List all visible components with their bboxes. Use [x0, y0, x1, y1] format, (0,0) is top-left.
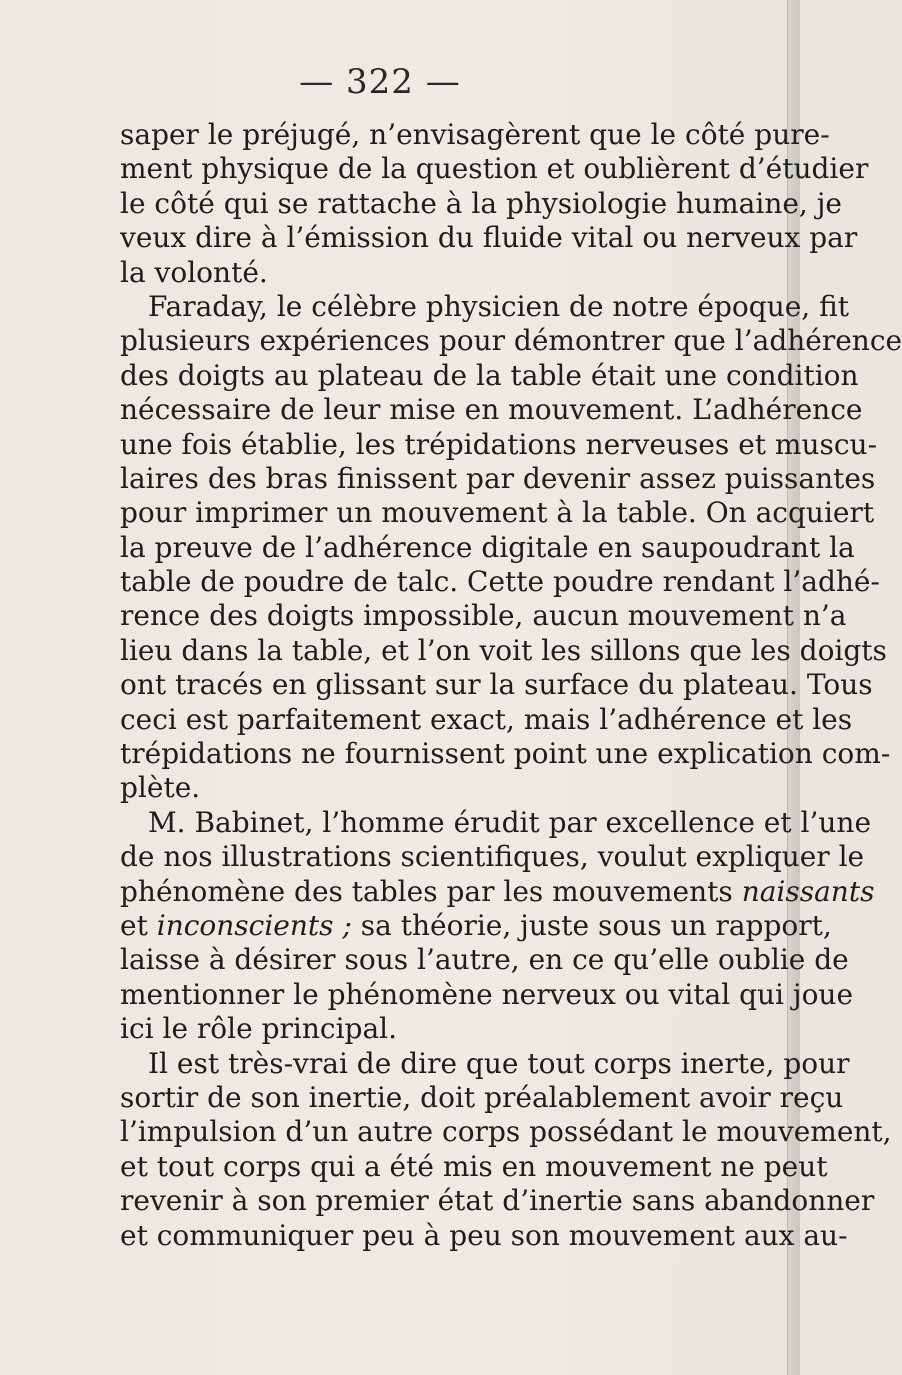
text-line: ceci est parfaitement exact, mais l’adhérence et les — [120, 702, 853, 736]
italic-term: naissants — [741, 874, 875, 908]
text-line: veux dire à l’émission du fluide vital ou nerveux par — [120, 221, 858, 255]
text-line: pour imprimer un mouvement à la table. On acquiert — [120, 496, 875, 530]
text-line: la preuve de l’adhérence digitale en saupoudrant la — [120, 530, 855, 564]
text-line: plète. — [120, 771, 201, 805]
text-segment: sa théorie, juste sous un rapport, — [360, 908, 832, 942]
body-text — [120, 118, 902, 1253]
text-line: l’impulsion d’un autre corps possédant le mouvement, — [120, 1115, 892, 1149]
text-line: la volonté. — [120, 255, 268, 289]
text-line: M. Babinet, l’homme érudit par excellence et l’une — [148, 805, 872, 839]
text-line: laires des bras finissent par devenir assez puissantes — [120, 461, 876, 495]
text-line: table de poudre de talc. Cette poudre rendant l’adhé- — [120, 565, 880, 599]
text-line: Faraday, le célèbre physicien de notre époque, fit — [148, 289, 850, 323]
text-line — [120, 908, 832, 943]
text-line: des doigts au plateau de la table était une condition — [120, 358, 859, 392]
text-line: saper le préjugé, n’envisagèrent que le côté pure- — [120, 118, 830, 151]
text-line: nécessaire de leur mise en mouvement. L’adhérence — [120, 393, 863, 427]
text-line: ment physique de la question et oublièrent d’étudier — [120, 152, 869, 186]
text-line: revenir à son premier état d’inertie sans abandonner — [120, 1184, 875, 1218]
text-line: lieu dans la table, et l’on voit les sillons que les doigts — [120, 633, 887, 667]
text-line: une fois établie, les trépidations nerveuses et muscu- — [120, 427, 878, 461]
text-line — [120, 874, 875, 909]
text-line: laisse à désirer sous l’autre, en ce qu’elle oublie de — [120, 943, 849, 977]
text-line: ont tracés en glissant sur la surface du plateau. Tous — [120, 668, 873, 702]
text-line: et tout corps qui a été mis en mouvement ne peut — [120, 1149, 828, 1183]
text-line: sortir de son inertie, doit préalablement avoir reçu — [120, 1080, 844, 1114]
text-line: de nos illustrations scientifiques, voulut expliquer le — [120, 840, 865, 874]
text-line: le côté qui se rattache à la physiologie humaine, je — [120, 186, 842, 220]
italic-term: inconscients ; — [156, 908, 352, 942]
page-number: — 322 — — [299, 62, 461, 102]
text-segment: et — [120, 908, 148, 942]
text-line: mentionner le phénomène nerveux ou vital qui joue — [120, 977, 854, 1011]
text-segment: phénomène des tables par les mouvements — [120, 874, 733, 908]
text-line: ici le rôle principal. — [120, 1012, 397, 1046]
text-line: trépidations ne fournissent point une explication com- — [120, 737, 891, 771]
text-line: plusieurs expériences pour démontrer que l’adhérence — [120, 324, 902, 358]
text-line: et communiquer peu à peu son mouvement aux au- — [120, 1218, 848, 1252]
text-line: Il est très-vrai de dire que tout corps inerte, pour — [148, 1046, 850, 1080]
text-line: rence des doigts impossible, aucun mouvement n’a — [120, 599, 847, 633]
